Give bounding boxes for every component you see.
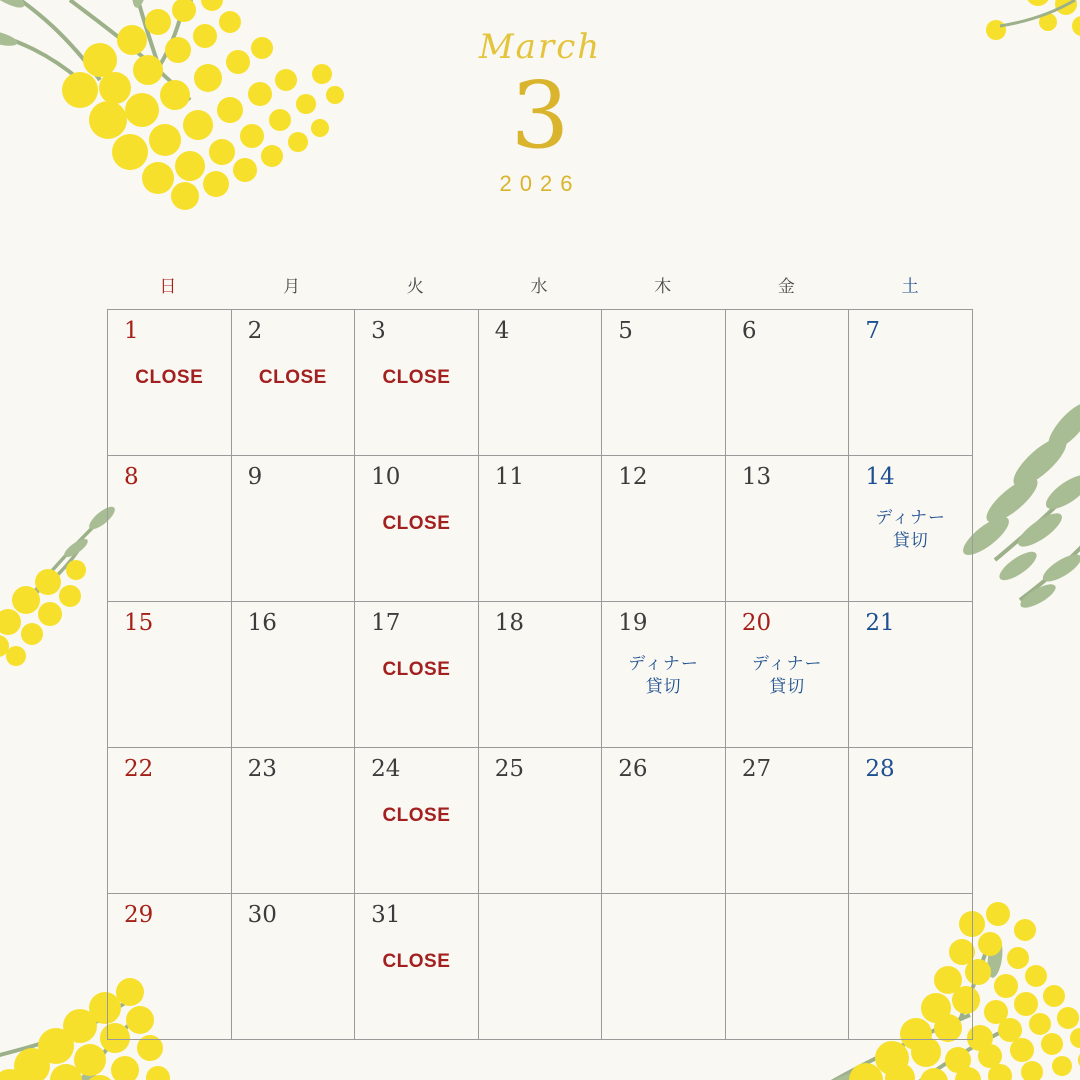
weekday-label-5: 金 (777, 277, 797, 296)
year-label: 2026 (499, 170, 581, 196)
calendar-day-cell[interactable] (479, 456, 603, 602)
calendar-day-cell[interactable] (108, 310, 232, 456)
day-number: 4 (494, 318, 510, 344)
calendar-day-cell[interactable] (355, 456, 479, 602)
weekday-label-1: 月 (283, 277, 303, 296)
day-number: 1 (124, 318, 139, 344)
day-number: 9 (247, 464, 263, 490)
day-number: 30 (247, 902, 277, 928)
calendar-day-cell[interactable] (726, 310, 850, 456)
calendar-cell-empty (602, 894, 726, 1040)
day-number: 7 (865, 318, 881, 344)
day-number: 23 (247, 756, 277, 782)
close-note: CLOSE (382, 805, 451, 826)
dinner-reserved-note (849, 507, 972, 553)
calendar-day-cell[interactable] (232, 602, 356, 748)
day-number: 14 (865, 464, 895, 490)
day-number: 29 (124, 902, 154, 928)
dinner-note-line1: ディナー (628, 654, 699, 673)
calendar-day-cell[interactable] (232, 310, 356, 456)
calendar-cell-empty (849, 894, 973, 1040)
calendar-header (0, 27, 1080, 197)
dinner-note-line2: 貸切 (769, 676, 806, 696)
calendar-day-cell[interactable] (602, 602, 726, 748)
calendar-day-cell[interactable] (108, 894, 232, 1040)
close-note: CLOSE (382, 367, 451, 388)
dinner-reserved-note (726, 653, 849, 699)
month-number: 3 (510, 62, 570, 169)
weekday-label-6: 土 (901, 277, 921, 296)
day-number: 5 (618, 318, 633, 344)
calendar-day-cell[interactable] (108, 602, 232, 748)
day-number: 10 (371, 464, 401, 490)
close-note: CLOSE (382, 513, 451, 534)
dinner-note-line2: 貸切 (892, 530, 929, 550)
day-number: 31 (371, 902, 401, 928)
calendar-day-cell[interactable] (232, 456, 356, 602)
calendar-day-cell[interactable] (479, 310, 603, 456)
weekday-label-2: 火 (406, 277, 426, 296)
day-number: 6 (741, 318, 757, 344)
calendar-day-cell[interactable] (232, 894, 356, 1040)
weekday-label-0: 日 (159, 277, 179, 296)
day-number: 28 (865, 756, 895, 782)
day-number: 25 (494, 756, 524, 782)
calendar-day-cell[interactable] (232, 748, 356, 894)
day-number: 18 (494, 610, 524, 636)
dinner-note-line2: 貸切 (645, 676, 682, 696)
calendar-day-cell[interactable] (479, 602, 603, 748)
day-number: 3 (371, 318, 386, 344)
calendar-day-cell[interactable] (726, 456, 850, 602)
calendar-day-cell[interactable] (602, 310, 726, 456)
dinner-reserved-note (602, 653, 725, 699)
close-note: CLOSE (135, 367, 204, 388)
calendar-day-cell[interactable] (849, 456, 973, 602)
day-number: 22 (124, 756, 154, 782)
day-number: 15 (124, 610, 154, 636)
month-script-label: March (478, 27, 602, 67)
calendar-day-cell[interactable] (726, 602, 850, 748)
calendar-grid (107, 309, 973, 1040)
close-note: CLOSE (382, 659, 451, 680)
weekday-header-row (107, 272, 973, 303)
dinner-note-line1: ディナー (751, 654, 823, 673)
close-note: CLOSE (258, 367, 327, 388)
dinner-note-line1: ディナー (875, 508, 947, 527)
calendar-day-cell[interactable] (355, 894, 479, 1040)
calendar-day-cell[interactable] (108, 748, 232, 894)
calendar-day-cell[interactable] (849, 748, 973, 894)
calendar-day-cell[interactable] (479, 748, 603, 894)
calendar-day-cell[interactable] (602, 456, 726, 602)
calendar-cell-empty (726, 894, 850, 1040)
calendar-day-cell[interactable] (355, 748, 479, 894)
calendar-day-cell[interactable] (355, 602, 479, 748)
day-number: 26 (618, 756, 648, 782)
calendar-cell-empty (479, 894, 603, 1040)
calendar-day-cell[interactable] (602, 748, 726, 894)
day-number: 21 (865, 610, 895, 636)
day-number: 13 (741, 464, 772, 490)
calendar-day-cell[interactable] (726, 748, 850, 894)
day-number: 16 (247, 610, 277, 636)
day-number: 12 (618, 464, 648, 490)
calendar-day-cell[interactable] (849, 310, 973, 456)
calendar (107, 272, 973, 1040)
day-number: 11 (494, 464, 524, 490)
day-number: 27 (741, 756, 772, 782)
day-number: 8 (124, 464, 139, 490)
day-number: 17 (371, 610, 401, 636)
day-number: 19 (618, 610, 648, 636)
calendar-day-cell[interactable] (355, 310, 479, 456)
close-note: CLOSE (382, 951, 451, 972)
weekday-label-4: 木 (654, 277, 674, 296)
calendar-day-cell[interactable] (108, 456, 232, 602)
day-number: 24 (371, 756, 401, 782)
calendar-day-cell[interactable] (849, 602, 973, 748)
day-number: 2 (247, 318, 263, 344)
day-number: 20 (741, 610, 772, 636)
weekday-label-3: 水 (530, 277, 550, 296)
